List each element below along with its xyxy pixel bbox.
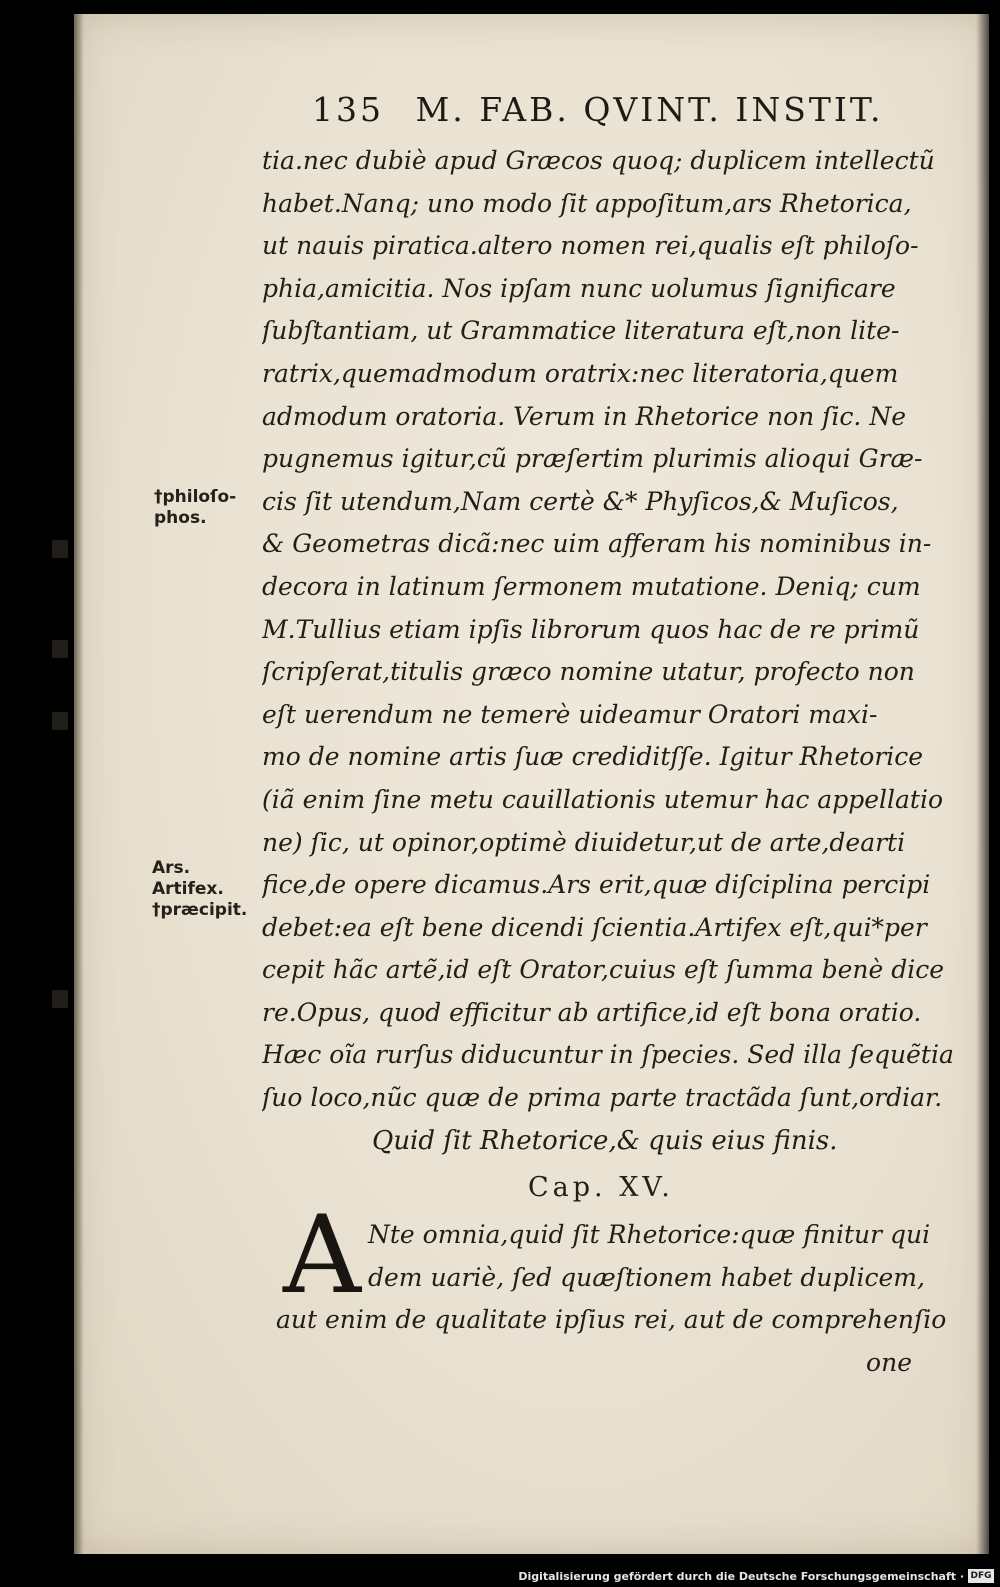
drop-cap: A	[283, 1193, 361, 1318]
bleed-through-mark	[52, 712, 68, 730]
text-line: ratrix,quemadmodum oratrix:nec literatoria,quem	[262, 358, 899, 388]
chapter-number: Cap. XV.	[528, 1172, 674, 1203]
bleed-through-mark	[52, 640, 68, 658]
catchword: one	[866, 1347, 912, 1377]
margin-note-line: †philoſo-	[154, 487, 237, 507]
margin-note-ars-artifex	[152, 858, 247, 921]
text-line: ſcripſerat,titulis græco nomine utatur, profecto non	[262, 657, 915, 687]
text-line: cis ſit utendum,Nam certè &* Phyſicos,& Muſicos,	[262, 486, 899, 516]
text-line: M.Tullius etiam ipſis librorum quos hac de re primũ	[262, 614, 920, 644]
margin-note-line: Artifex.	[152, 879, 224, 899]
text-line: decora in latinum ſermonem mutatione. Deniq; cum	[262, 571, 921, 601]
running-head	[312, 90, 912, 129]
bleed-through-mark	[52, 990, 68, 1008]
main-text	[262, 140, 967, 1120]
text-line: & Geometras dicã:nec uim afferam his nominibus in-	[262, 529, 932, 559]
text-line: re.Opus, quod efficitur ab artifice,id eſt bona oratio.	[262, 997, 922, 1027]
page-number: 135	[312, 90, 384, 129]
margin-note-line: phos.	[154, 508, 207, 528]
dfg-logo: DFG	[968, 1569, 994, 1583]
text-line: fice,de opere dicamus.Ars erit,quæ diſciplina percipi	[262, 870, 931, 900]
text-line: pugnemus igitur,cũ præſertim plurimis alioqui Græ-	[262, 444, 923, 474]
chapter-text	[276, 1214, 966, 1384]
text-line: cepit hãc artẽ,id eſt Orator,cuius eſt ſumma benè dice	[262, 955, 945, 985]
text-line: phia,amicitia. Nos ipſam nunc uolumus ſignificare	[262, 273, 896, 303]
bleed-through-mark	[52, 540, 68, 558]
text-line: ſubſtantiam, ut Grammatice literatura eſt,non lite-	[262, 316, 900, 346]
text-line: eſt uerendum ne temerè uideamur Oratori maxi-	[262, 699, 878, 729]
text-line: aut enim de qualitate ipſius rei, aut de comprehenſio	[276, 1305, 947, 1335]
text-line: ut nauis piratica.altero nomen rei,qualis eſt philoſo-	[262, 231, 919, 261]
text-line: dem uariè, ſed quæſtionem habet duplicem,	[368, 1262, 925, 1292]
text-line: (iã enim ſine metu cauillationis utemur hac appellatio	[262, 784, 943, 814]
digitization-credit: Digitalisierung gefördert durch die Deutsche Forschungsgemeinschaft ·	[518, 1570, 964, 1583]
text-line: Nte omnia,quid ſit Rhetorice:quæ finitur qui	[368, 1220, 931, 1249]
text-line: mo de nomine artis ſuæ crediditſſe. Igitur Rhetorice	[262, 742, 924, 772]
running-title: M. FAB. QVINT. INSTIT.	[415, 90, 884, 129]
page-fore-edge-shadow	[976, 14, 989, 1554]
text-line: ſuo loco,nũc quæ de prima parte tractãda ſunt,ordiar.	[262, 1083, 943, 1113]
text-line: debet:ea eſt bene dicendi ſcientia.Artifex eſt,qui*per	[262, 912, 927, 942]
margin-note-philosophos	[154, 487, 236, 529]
margin-note-line: †præcipit.	[152, 900, 248, 920]
text-line: admodum oratoria. Verum in Rhetorice non ſic. Ne	[262, 401, 906, 431]
text-line: Hæc oĩa rurſus diducuntur in ſpecies. Sed illa ſequẽtia	[262, 1040, 954, 1070]
text-line: habet.Nanq; uno modo ſit appoſitum,ars Rhetorica,	[262, 188, 912, 218]
text-line: ne) ſic, ut opinor,optimè diuidetur,ut de arte,dearti	[262, 827, 906, 857]
chapter-title: Quid ſit Rhetorice,& quis eius finis.	[372, 1126, 838, 1156]
page-gutter-shadow	[74, 14, 84, 1554]
margin-note-line: Ars.	[152, 858, 191, 878]
text-line: tia.nec dubiè apud Græcos quoq; duplicem intellectũ	[262, 146, 935, 175]
